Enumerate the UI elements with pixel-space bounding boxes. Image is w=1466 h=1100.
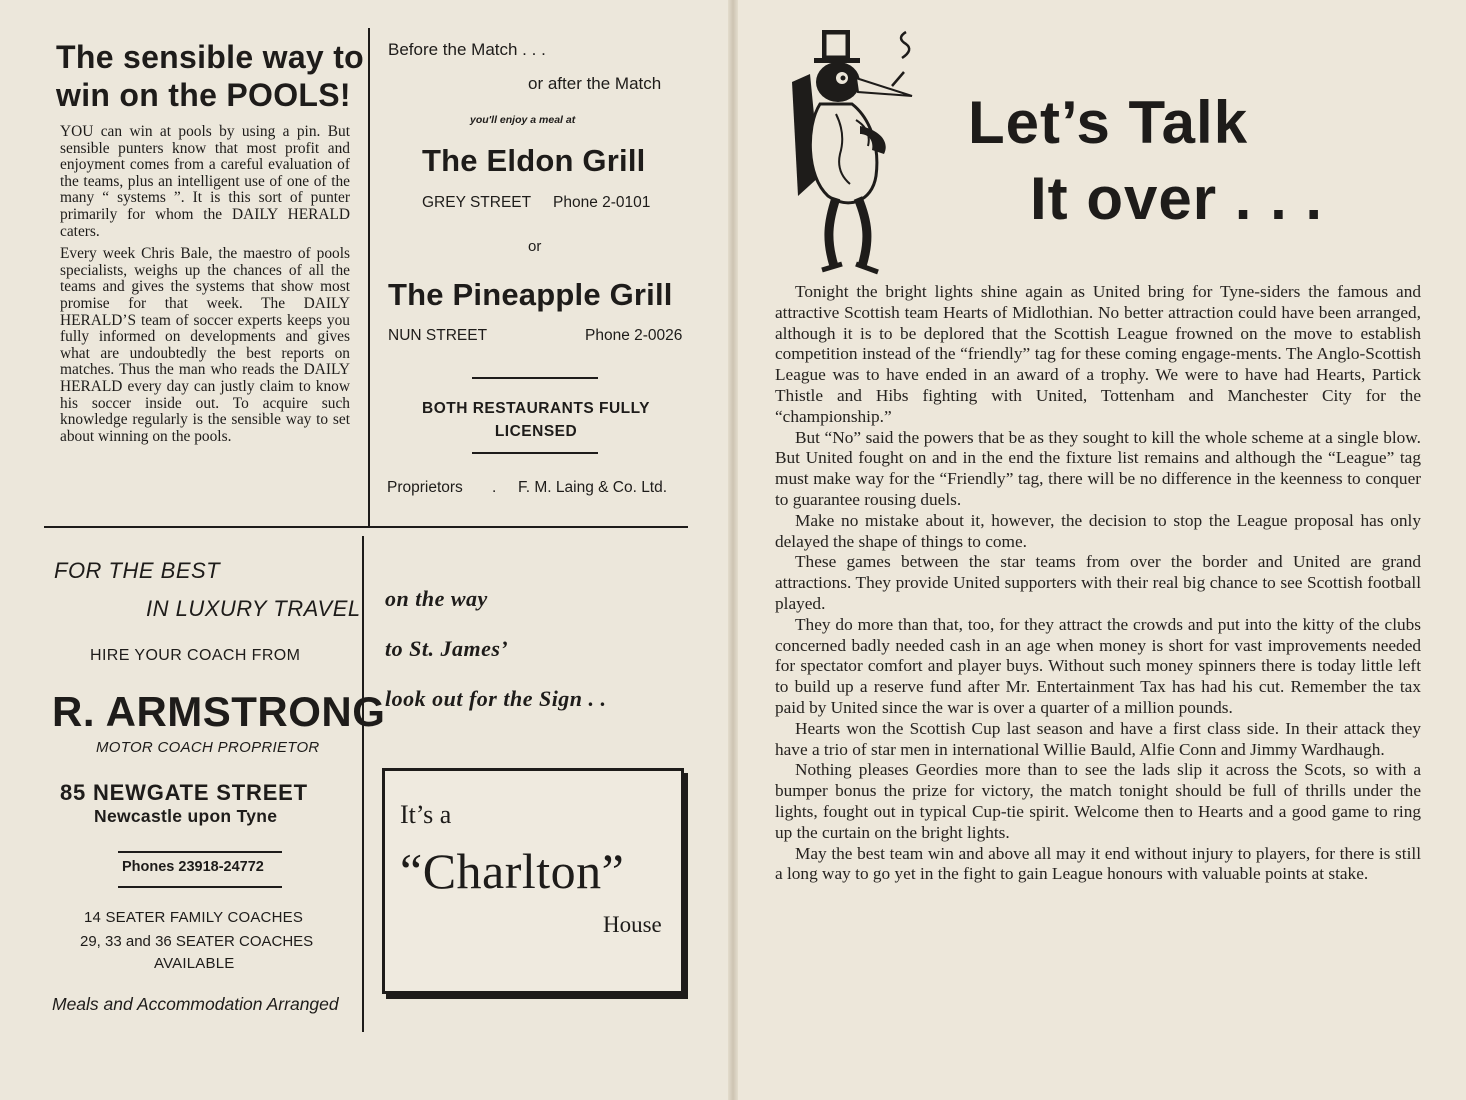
article-paragraph: May the best team win and above all may it end without injury to players, for there is still a long way to go yet in the fight to gain League honours with valuable points at stake. xyxy=(775,843,1421,884)
pools-ad-title: The sensible way to win on the POOLS! xyxy=(56,39,365,113)
article-paragraph: These games between the star teams from over the border and United are grand attractions. They provide United supporters with their real big chance to see Scottish football played. xyxy=(775,552,1421,613)
licensed-rule-top xyxy=(472,377,598,379)
phones-rule-top xyxy=(118,851,282,853)
coach-company-name: R. ARMSTRONG xyxy=(52,688,386,735)
eldon-grill-address: GREY STREET xyxy=(422,194,532,211)
coach-company-phones: Phones 23918-24772 xyxy=(122,859,264,875)
proprietors-label: Proprietors xyxy=(387,479,463,496)
pineapple-grill-name: The Pineapple Grill xyxy=(388,277,673,312)
proprietors-dot: . xyxy=(492,479,497,496)
proprietor-name: F. M. Laing & Co. Ltd. xyxy=(518,479,668,496)
pools-ad-paragraph-1: YOU can win at pools by using a pin. But sensible punters know that most profit and enjoyment comes from a careful evaluation of the teams, plus an intelligent use of one of the many “ systems ”. It is this sort of punter primarily for whom the DAILY HERALD caters. xyxy=(60,123,350,240)
coach-capacity-1: 14 SEATER FAMILY COACHES xyxy=(84,909,304,926)
vertical-rule-bottom xyxy=(362,536,364,1032)
charlton-ad-line-3: look out for the Sign . . xyxy=(385,686,607,711)
coach-ad-line-1: FOR THE BEST xyxy=(54,558,221,583)
article-paragraph: But “No” said the powers that be as they sought to kill the whole scheme at a single blow. But United fought on and in the end the fixture list remains and although the “League” tag must make way for the “Friendly” tag, there will be no difference in the keenness to conquer to guarantee rousing duels. xyxy=(775,427,1421,509)
coach-capacity-2: 29, 33 and 36 SEATER COACHES xyxy=(80,933,314,950)
charlton-sign-house: House xyxy=(603,912,662,937)
grill-ad-after: or after the Match xyxy=(528,74,662,93)
coach-company-street: 85 NEWGATE STREET xyxy=(60,780,308,805)
article-paragraph: Make no mistake about it, however, the decision to stop the League proposal has only delayed the shape of things to come. xyxy=(775,510,1421,551)
coach-capacity-3: AVAILABLE xyxy=(154,955,235,972)
pineapple-grill-phone: Phone 2-0026 xyxy=(585,327,683,344)
vertical-rule-top xyxy=(368,28,370,528)
article-title-line-1: Let’s Talk xyxy=(968,89,1249,156)
coach-company-subtitle: MOTOR COACH PROPRIETOR xyxy=(96,739,320,756)
page-gutter xyxy=(728,0,738,1100)
coach-ad-line-3: HIRE YOUR COACH FROM xyxy=(90,647,301,664)
pools-ad-body xyxy=(60,124,350,451)
article-paragraph: Nothing pleases Geordies more than to see the lads slip it across the Scots, so with a bumper bonus the prize for victory, the match tonight should be full of thrills under the lights, fought out in typical Cup-tie spirit. Welcome then to Hearts and a good game to ring up the curtain on the bright lights. xyxy=(775,760,1421,842)
coach-ad-line-2: IN LUXURY TRAVEL xyxy=(146,596,361,621)
eldon-grill-name: The Eldon Grill xyxy=(422,143,646,178)
grill-ad-before: Before the Match . . . xyxy=(388,40,546,59)
charlton-sign-name: “Charlton” xyxy=(400,843,625,899)
article-paragraph: Hearts won the Scottish Cup last season and have a first class side. In their attack they have a trio of star men in international Willie Bauld, Alfie Conn and Jimmy Wardhaugh. xyxy=(775,718,1421,759)
magpie-mascot-illustration xyxy=(776,26,936,278)
pools-ad-paragraph-2: Every week Chris Bale, the maestro of pools specialists, weighs up the chances of all the teams and gives the systems that show most promise for that week. The DAILY HERALD’S team of soccer experts keeps you fully informed on developments and gives what are undoubtedly the best reports on matches. Thus the man who reads the DAILY HERALD every day can justly claim to know his soccer inside out. To acquire such knowledge regularly is the sensible way to set about winning on the pools. xyxy=(60,245,350,445)
article-body xyxy=(775,282,1421,885)
grill-ad-meal: you'll enjoy a meal at xyxy=(470,114,576,126)
licensed-rule-bottom xyxy=(472,452,598,454)
phones-rule-bottom xyxy=(118,886,282,888)
eldon-grill-phone: Phone 2-0101 xyxy=(553,194,651,211)
article-title-line-2: It over . . . xyxy=(1030,165,1324,232)
charlton-ad-line-2: to St. James’ xyxy=(385,636,509,661)
article-paragraph: Tonight the bright lights shine again as United bring for Tyne-siders the famous and attractive Scottish team Hearts of Midlothian. No better attraction could have been arranged, although it is to be deplored that the Scottish League frowned on the move to establish competition instead of the “friendly” tag for these coming engage-ments. The Anglo-Scottish League was to have ended in an award of a trophy. We were to have had Hearts, Partick Thistle and Hibs fighting with United, Tottenham and Manchester City for the “championship.” xyxy=(775,282,1421,426)
grill-ad-or: or xyxy=(528,238,542,255)
charlton-sign-its: It’s a xyxy=(400,800,452,829)
licensed-notice: BOTH RESTAURANTS FULLY LICENSED xyxy=(422,400,650,440)
coach-company-city: Newcastle upon Tyne xyxy=(94,806,278,826)
charlton-ad-line-1: on the way xyxy=(385,586,488,611)
pineapple-grill-address: NUN STREET xyxy=(388,327,488,344)
coach-meals-note: Meals and Accommodation Arranged xyxy=(52,994,339,1014)
horizontal-rule xyxy=(44,526,688,528)
article-paragraph: They do more than that, too, for they attract the crowds and put into the kitty of the clubs concerned badly needed cash in an age when money is short for vast improvements needed for spectator comfort and player buys. Without such money spinners there is today little left to build up a reserve fund after Mr. Entertainment Tax has had his cut. Remember the tax paid by United since the war is over a quarter of a million pounds. xyxy=(775,614,1421,717)
